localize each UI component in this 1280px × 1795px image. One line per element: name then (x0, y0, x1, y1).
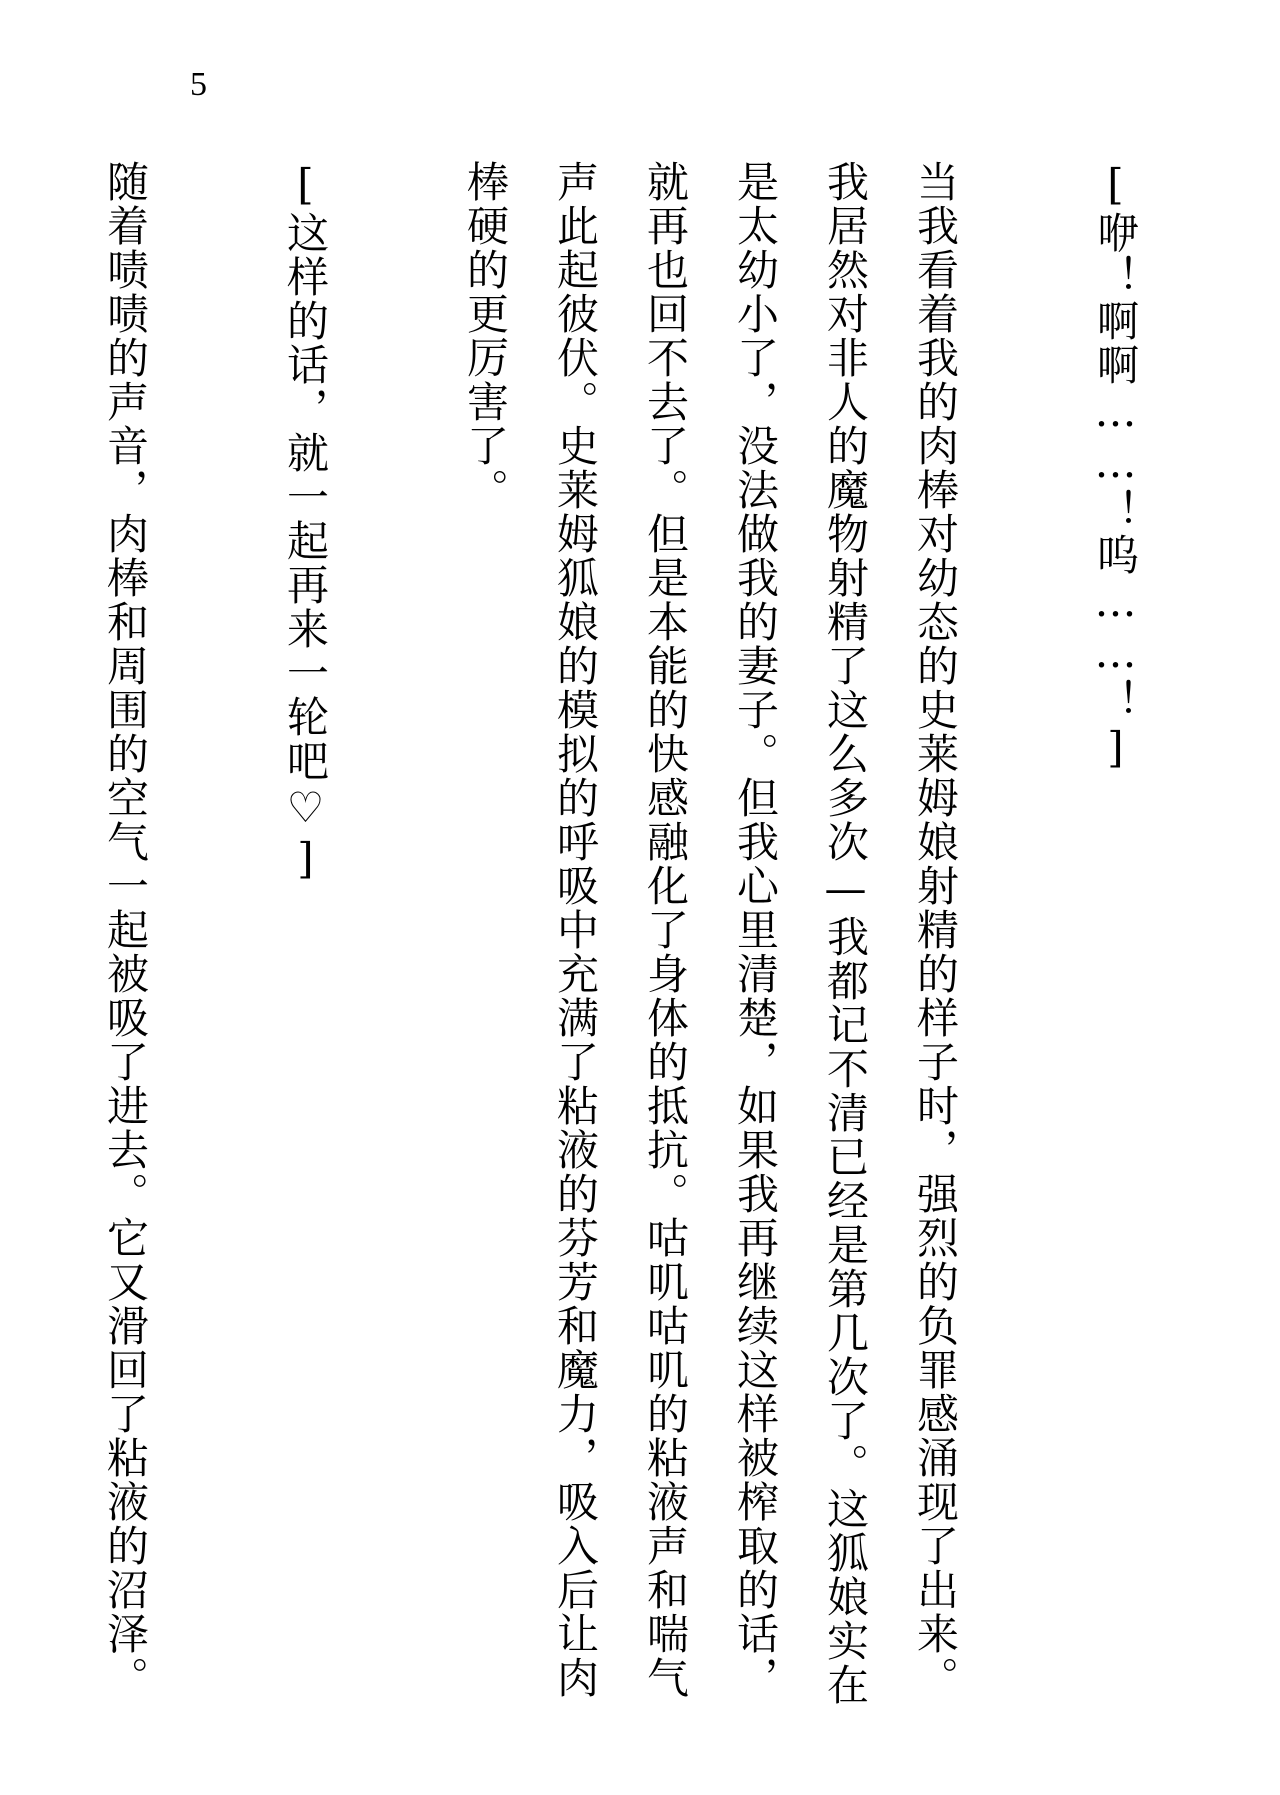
paragraph-spacer (170, 160, 260, 1720)
narration-paragraph-1: 当我看着我的肉棒对幼态的史莱姆娘射精的样子时，强烈的负罪感涌现了出来。我居然对非人的魔物射精了这么多次—我都记不清已经是第几次了。这狐娘实在是太幼小了，没法做我的妻子。但我心里清楚，如果我再继续这样被榨取的话，就再也回不去了。但是本能的快感融化了身体的抵抗。咕叽咕叽的粘液声和喘气声此起彼伏。史莱姆狐娘的模拟的呼吸中充满了粘液的芬芳和魔力，吸入后让肉棒硬的更厉害了。 (461, 160, 960, 1707)
paragraph-spacer (350, 160, 440, 1720)
dialogue-line-2: [这样的话，就一起再来一轮吧♡] (281, 160, 330, 885)
narration-paragraph-2: 随着啧啧的声音，肉棒和周围的空气一起被吸了进去。它又滑回了粘液的沼泽。 (101, 160, 150, 1700)
dialogue-line-1: [咿！啊啊……！呜……！] (1091, 160, 1140, 774)
vertical-text-block (80, 160, 1160, 1720)
page-number: 5 (190, 66, 207, 103)
paragraph-spacer (980, 160, 1070, 1720)
